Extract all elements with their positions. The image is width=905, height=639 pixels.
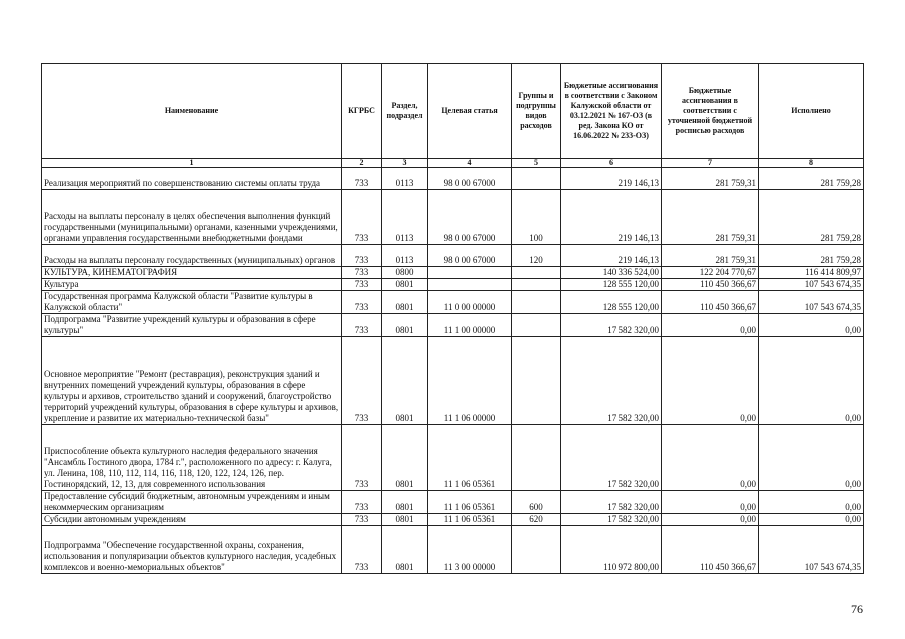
expense-group-cell [512, 425, 561, 491]
executed-cell: 116 414 809,97 [759, 267, 864, 279]
section-cell: 0801 [382, 314, 428, 337]
section-cell: 0801 [382, 526, 428, 574]
law-allocation-cell: 17 582 320,00 [561, 491, 662, 514]
law-allocation-cell: 17 582 320,00 [561, 337, 662, 425]
law-allocation-cell: 219 146,13 [561, 190, 662, 245]
refined-allocation-cell: 0,00 [662, 425, 759, 491]
law-allocation-cell: 219 146,13 [561, 245, 662, 267]
target-article-cell [428, 279, 512, 291]
row-name-cell: Реализация мероприятий по совершенствованию системы оплаты труда [42, 168, 342, 190]
column-number-row [42, 159, 864, 168]
kgrbs-cell: 733 [342, 267, 382, 279]
target-article-cell: 11 1 00 00000 [428, 314, 512, 337]
table-row [42, 291, 864, 314]
header-law-allocations: Бюджетные ассигнования в соответствии с Законом Калужской области от 03.12.2021 № 167-ОЗ (в ред. Закона КО от 16.06.2022 № 233-ОЗ) [561, 64, 662, 159]
section-cell: 0801 [382, 514, 428, 526]
section-cell: 0113 [382, 168, 428, 190]
row-name-cell: Предоставление субсидий бюджетным, автономным учреждениям и иным некоммерческим организациям [42, 491, 342, 514]
expense-group-cell [512, 267, 561, 279]
target-article-cell: 11 3 00 00000 [428, 526, 512, 574]
executed-cell: 281 759,28 [759, 190, 864, 245]
refined-allocation-cell: 281 759,31 [662, 168, 759, 190]
table-row [42, 314, 864, 337]
header-kgrbs: КГРБС [342, 64, 382, 159]
row-name-cell: Приспособление объекта культурного наследия федерального значения "Ансамбль Гостиного двора, 1784 г.", расположенного по адресу: г. Калуга, ул. Ленина, 108, 110, 112, 114, 116, 118, 120, 122, 124, 126, пер. Гостинорядский, 12, 13, для современного использования [42, 425, 342, 491]
header-target-article: Целевая статья [428, 64, 512, 159]
table-row [42, 425, 864, 491]
section-cell: 0801 [382, 337, 428, 425]
page-number: 76 [851, 602, 863, 616]
kgrbs-cell: 733 [342, 245, 382, 267]
row-name-cell: Культура [42, 279, 342, 291]
refined-allocation-cell: 110 450 366,67 [662, 291, 759, 314]
expense-group-cell [512, 314, 561, 337]
section-cell: 0801 [382, 291, 428, 314]
kgrbs-cell: 733 [342, 291, 382, 314]
table-row [42, 279, 864, 291]
expense-group-cell [512, 291, 561, 314]
target-article-cell: 98 0 00 67000 [428, 168, 512, 190]
kgrbs-cell: 733 [342, 491, 382, 514]
table-row [42, 491, 864, 514]
expense-group-cell [512, 168, 561, 190]
law-allocation-cell: 128 555 120,00 [561, 291, 662, 314]
law-allocation-cell: 128 555 120,00 [561, 279, 662, 291]
row-name-cell: Подпрограмма "Развитие учреждений культуры и образования в сфере культуры" [42, 314, 342, 337]
column-number: 6 [561, 159, 662, 168]
table-row [42, 168, 864, 190]
law-allocation-cell: 140 336 524,00 [561, 267, 662, 279]
kgrbs-cell: 733 [342, 314, 382, 337]
target-article-cell: 11 1 06 00000 [428, 337, 512, 425]
kgrbs-cell: 733 [342, 514, 382, 526]
row-name-cell: Субсидии автономным учреждениям [42, 514, 342, 526]
table-row [42, 245, 864, 267]
column-number: 2 [342, 159, 382, 168]
expense-group-cell [512, 279, 561, 291]
expense-group-cell: 100 [512, 190, 561, 245]
header-executed: Исполнено [759, 64, 864, 159]
target-article-cell: 98 0 00 67000 [428, 245, 512, 267]
executed-cell: 107 543 674,35 [759, 526, 864, 574]
header-name: Наименование [42, 64, 342, 159]
row-name-cell: Государственная программа Калужской области "Развитие культуры в Калужской области" [42, 291, 342, 314]
refined-allocation-cell: 0,00 [662, 314, 759, 337]
refined-allocation-cell: 122 204 770,67 [662, 267, 759, 279]
section-cell: 0113 [382, 190, 428, 245]
kgrbs-cell: 733 [342, 190, 382, 245]
kgrbs-cell: 733 [342, 337, 382, 425]
table-row [42, 514, 864, 526]
column-number: 3 [382, 159, 428, 168]
section-cell: 0800 [382, 267, 428, 279]
column-number: 5 [512, 159, 561, 168]
kgrbs-cell: 733 [342, 168, 382, 190]
target-article-cell: 11 1 06 05361 [428, 491, 512, 514]
executed-cell: 107 543 674,35 [759, 279, 864, 291]
column-number: 8 [759, 159, 864, 168]
column-number: 4 [428, 159, 512, 168]
executed-cell: 281 759,28 [759, 168, 864, 190]
table-body [42, 159, 864, 574]
table-row [42, 190, 864, 245]
executed-cell: 107 543 674,35 [759, 291, 864, 314]
refined-allocation-cell: 110 450 366,67 [662, 526, 759, 574]
header-section: Раздел, подраздел [382, 64, 428, 159]
budget-table [41, 63, 864, 574]
refined-allocation-cell: 0,00 [662, 514, 759, 526]
target-article-cell: 11 1 06 05361 [428, 425, 512, 491]
law-allocation-cell: 17 582 320,00 [561, 514, 662, 526]
section-cell: 0801 [382, 279, 428, 291]
target-article-cell: 11 1 06 05361 [428, 514, 512, 526]
table-header [42, 64, 864, 159]
column-number: 1 [42, 159, 342, 168]
header-expense-groups: Группы и подгруппы видов расходов [512, 64, 561, 159]
expense-group-cell: 120 [512, 245, 561, 267]
refined-allocation-cell: 0,00 [662, 337, 759, 425]
law-allocation-cell: 219 146,13 [561, 168, 662, 190]
law-allocation-cell: 110 972 800,00 [561, 526, 662, 574]
expense-group-cell [512, 526, 561, 574]
column-number: 7 [662, 159, 759, 168]
header-refined-allocations: Бюджетные ассигнования в соответствии с уточненной бюджетной росписью расходов [662, 64, 759, 159]
kgrbs-cell: 733 [342, 526, 382, 574]
section-cell: 0801 [382, 491, 428, 514]
table-row [42, 526, 864, 574]
section-cell: 0113 [382, 245, 428, 267]
kgrbs-cell: 733 [342, 279, 382, 291]
table-row [42, 267, 864, 279]
refined-allocation-cell: 110 450 366,67 [662, 279, 759, 291]
expense-group-cell: 620 [512, 514, 561, 526]
executed-cell: 0,00 [759, 337, 864, 425]
table-row [42, 337, 864, 425]
expense-group-cell [512, 337, 561, 425]
executed-cell: 0,00 [759, 491, 864, 514]
target-article-cell: 11 0 00 00000 [428, 291, 512, 314]
executed-cell: 281 759,28 [759, 245, 864, 267]
executed-cell: 0,00 [759, 314, 864, 337]
section-cell: 0801 [382, 425, 428, 491]
target-article-cell: 98 0 00 67000 [428, 190, 512, 245]
executed-cell: 0,00 [759, 425, 864, 491]
row-name-cell: Основное мероприятие "Ремонт (реставрация), реконструкция зданий и внутренних помещений учреждений культуры, образования в сфере культуры и архивов, строительство зданий и сооружений, благоустройство территорий учреждений культуры, образования в сфере культуры и архивов, укрепление и развитие их материально-технической базы" [42, 337, 342, 425]
target-article-cell [428, 267, 512, 279]
row-name-cell: КУЛЬТУРА, КИНЕМАТОГРАФИЯ [42, 267, 342, 279]
row-name-cell: Подпрограмма "Обеспечение государственной охраны, сохранения, использования и популяризации объектов культурного наследия, усадебных комплексов и военно-мемориальных объектов" [42, 526, 342, 574]
law-allocation-cell: 17 582 320,00 [561, 425, 662, 491]
law-allocation-cell: 17 582 320,00 [561, 314, 662, 337]
refined-allocation-cell: 0,00 [662, 491, 759, 514]
expense-group-cell: 600 [512, 491, 561, 514]
refined-allocation-cell: 281 759,31 [662, 245, 759, 267]
refined-allocation-cell: 281 759,31 [662, 190, 759, 245]
row-name-cell: Расходы на выплаты персоналу государственных (муниципальных) органов [42, 245, 342, 267]
executed-cell: 0,00 [759, 514, 864, 526]
kgrbs-cell: 733 [342, 425, 382, 491]
row-name-cell: Расходы на выплаты персоналу в целях обеспечения выполнения функций государственными (муниципальными) органами, казенными учреждениями, органами управления государственными внебюджетными фондами [42, 190, 342, 245]
